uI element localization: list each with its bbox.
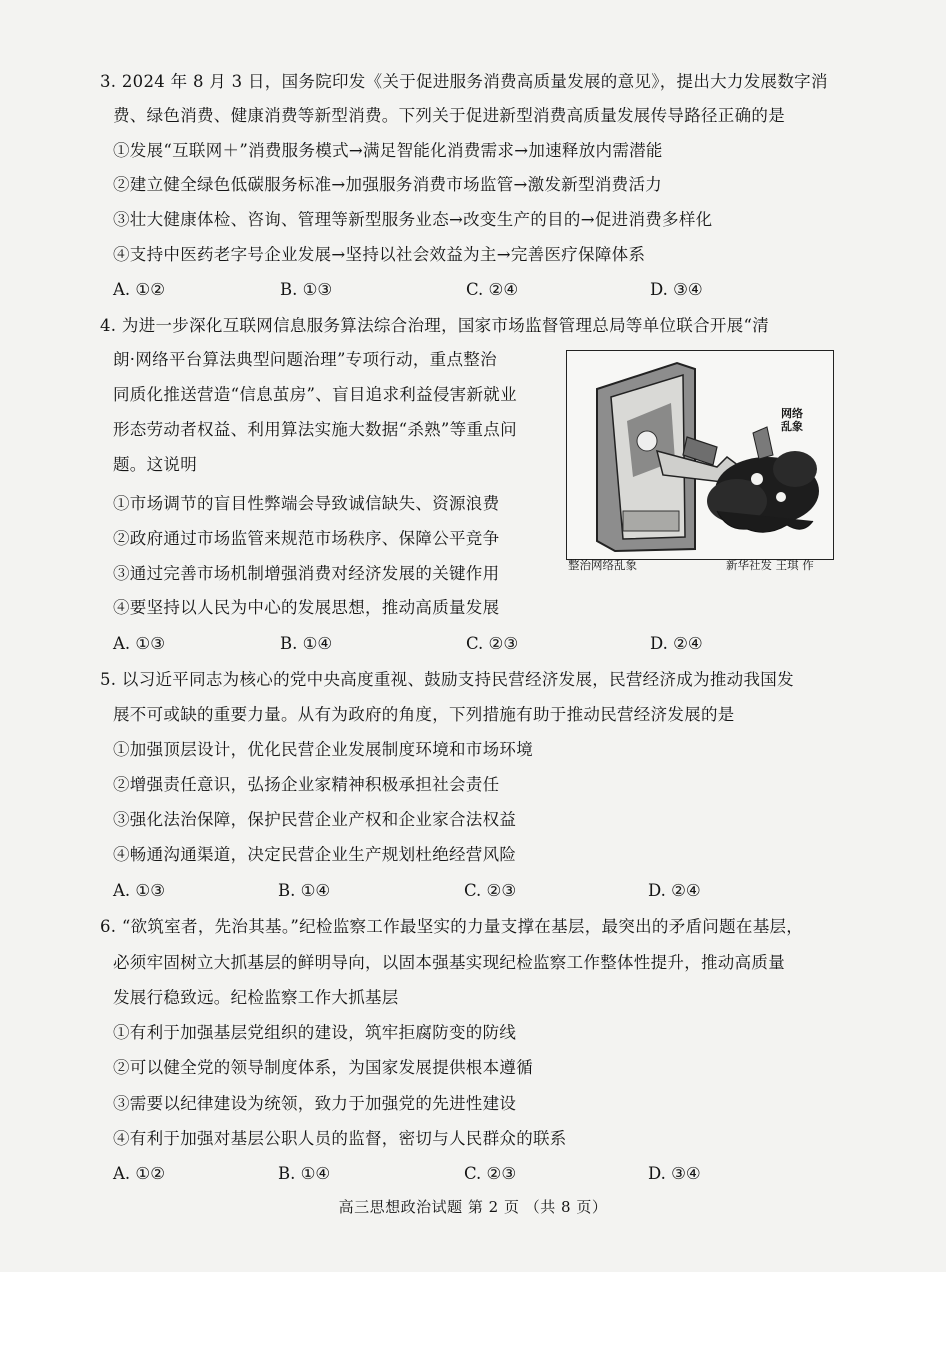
- q6-item-2: ②可以健全党的领导制度体系，为国家发展提供根本遵循: [113, 1058, 533, 1077]
- q5-option-d[interactable]: D. ②④: [648, 881, 701, 900]
- q4-stem-line-4: 形态劳动者权益、利用算法实施大数据“杀熟”等重点问: [113, 420, 517, 439]
- q5-stem-line-2: 展不可或缺的重要力量。从有为政府的角度，下列措施有助于推动民营经济发展的是: [113, 705, 735, 724]
- q4-stem-line-3: 同质化推送营造“信息茧房”、盲目追求利益侵害新就业: [113, 385, 517, 404]
- q4-stem-line-5: 题。这说明: [113, 455, 197, 474]
- q6-item-4: ④有利于加强对基层公职人员的监督，密切与人民群众的联系: [113, 1129, 567, 1148]
- q6-stem-line-3: 发展行稳致远。纪检监察工作大抓基层: [113, 988, 399, 1007]
- q3-option-a[interactable]: A. ①②: [113, 280, 165, 299]
- q4-option-d[interactable]: D. ②④: [650, 634, 703, 653]
- q5-item-1: ①加强顶层设计，优化民营企业发展制度环境和市场环境: [113, 740, 533, 759]
- cartoon-figure: [566, 350, 834, 560]
- q4-item-2: ②政府通过市场监管来规范市场秩序、保障公平竞争: [113, 529, 500, 548]
- q6-option-c[interactable]: C. ②③: [464, 1164, 517, 1183]
- q5-item-2: ②增强责任意识，弘扬企业家精神积极承担社会责任: [113, 775, 500, 794]
- figure-caption-credit: 新华社发 王琪 作: [726, 558, 814, 572]
- q6-item-1: ①有利于加强基层党组织的建设，筑牢拒腐防变的防线: [113, 1023, 517, 1042]
- page-footer: 高三思想政治试题 第 2 页 （共 8 页）: [338, 1198, 608, 1216]
- q3-item-4: ④支持中医药老字号企业发展→坚持以社会效益为主→完善医疗保障体系: [113, 245, 646, 264]
- cartoon-illustration: [567, 351, 833, 559]
- q4-item-3: ③通过完善市场机制增强消费对经济发展的关键作用: [113, 564, 500, 583]
- q5-option-a[interactable]: A. ①③: [113, 881, 165, 900]
- network-chaos-cloud: [707, 427, 819, 532]
- cartoon-label: 网络乱象: [781, 407, 803, 433]
- q6-item-3: ③需要以纪律建设为统领，致力于加强党的先进性建设: [113, 1094, 517, 1113]
- q6-stem-line-2: 必须牢固树立大抓基层的鲜明导向，以固本强基实现纪检监察工作整体性提升，推动高质量: [113, 953, 785, 972]
- q3-option-c[interactable]: C. ②④: [466, 280, 519, 299]
- q6-option-b[interactable]: B. ①④: [278, 1164, 331, 1183]
- q3-stem-line-2: 费、绿色消费、健康消费等新型消费。下列关于促进新型消费高质量发展传导路径正确的是: [113, 106, 785, 125]
- q4-stem-line-1: 4. 为进一步深化互联网信息服务算法综合治理，国家市场监督管理总局等单位联合开展“清: [100, 316, 770, 335]
- q5-stem-line-1: 5. 以习近平同志为核心的党中央高度重视、鼓励支持民营经济发展，民营经济成为推动我国发: [100, 670, 794, 689]
- q3-item-2: ②建立健全绿色低碳服务标准→加强服务消费市场监管→激发新型消费活力: [113, 175, 663, 194]
- figure-caption-title: 整治网络乱象: [568, 558, 637, 572]
- q4-option-c[interactable]: C. ②③: [466, 634, 519, 653]
- q6-option-a[interactable]: A. ①②: [113, 1164, 165, 1183]
- q4-item-1: ①市场调节的盲目性弊端会导致诚信缺失、资源浪费: [113, 494, 500, 513]
- q6-option-d[interactable]: D. ③④: [648, 1164, 701, 1183]
- q3-item-3: ③壮大健康体检、咨询、管理等新型服务业态→改变生产的目的→促进消费多样化: [113, 210, 713, 229]
- q5-item-4: ④畅通沟通渠道，决定民营企业生产规划杜绝经营风险: [113, 845, 517, 864]
- q4-option-b[interactable]: B. ①④: [280, 634, 333, 653]
- q5-option-c[interactable]: C. ②③: [464, 881, 517, 900]
- q4-item-4: ④要坚持以人民为中心的发展思想，推动高质量发展: [113, 598, 500, 617]
- q4-stem-line-2: 朗·网络平台算法典型问题治理”专项行动，重点整治: [113, 350, 497, 369]
- q6-stem-line-1: 6. “欲筑室者，先治其基。”纪检监察工作最坚实的力量支撑在基层，最突出的矛盾问题在基层，: [100, 917, 804, 936]
- q3-option-d[interactable]: D. ③④: [650, 280, 703, 299]
- q5-option-b[interactable]: B. ①④: [278, 881, 331, 900]
- q3-stem-line-1: 3. 2024 年 8 月 3 日，国务院印发《关于促进服务消费高质量发展的意见》，提出大力发展数字消: [100, 72, 828, 91]
- q3-item-1: ①发展“互联网＋”消费服务模式→满足智能化消费需求→加速释放内需潜能: [113, 141, 663, 160]
- q3-option-b[interactable]: B. ①③: [280, 280, 333, 299]
- q4-option-a[interactable]: A. ①③: [113, 634, 165, 653]
- q5-item-3: ③强化法治保障，保护民营企业产权和企业家合法权益: [113, 810, 517, 829]
